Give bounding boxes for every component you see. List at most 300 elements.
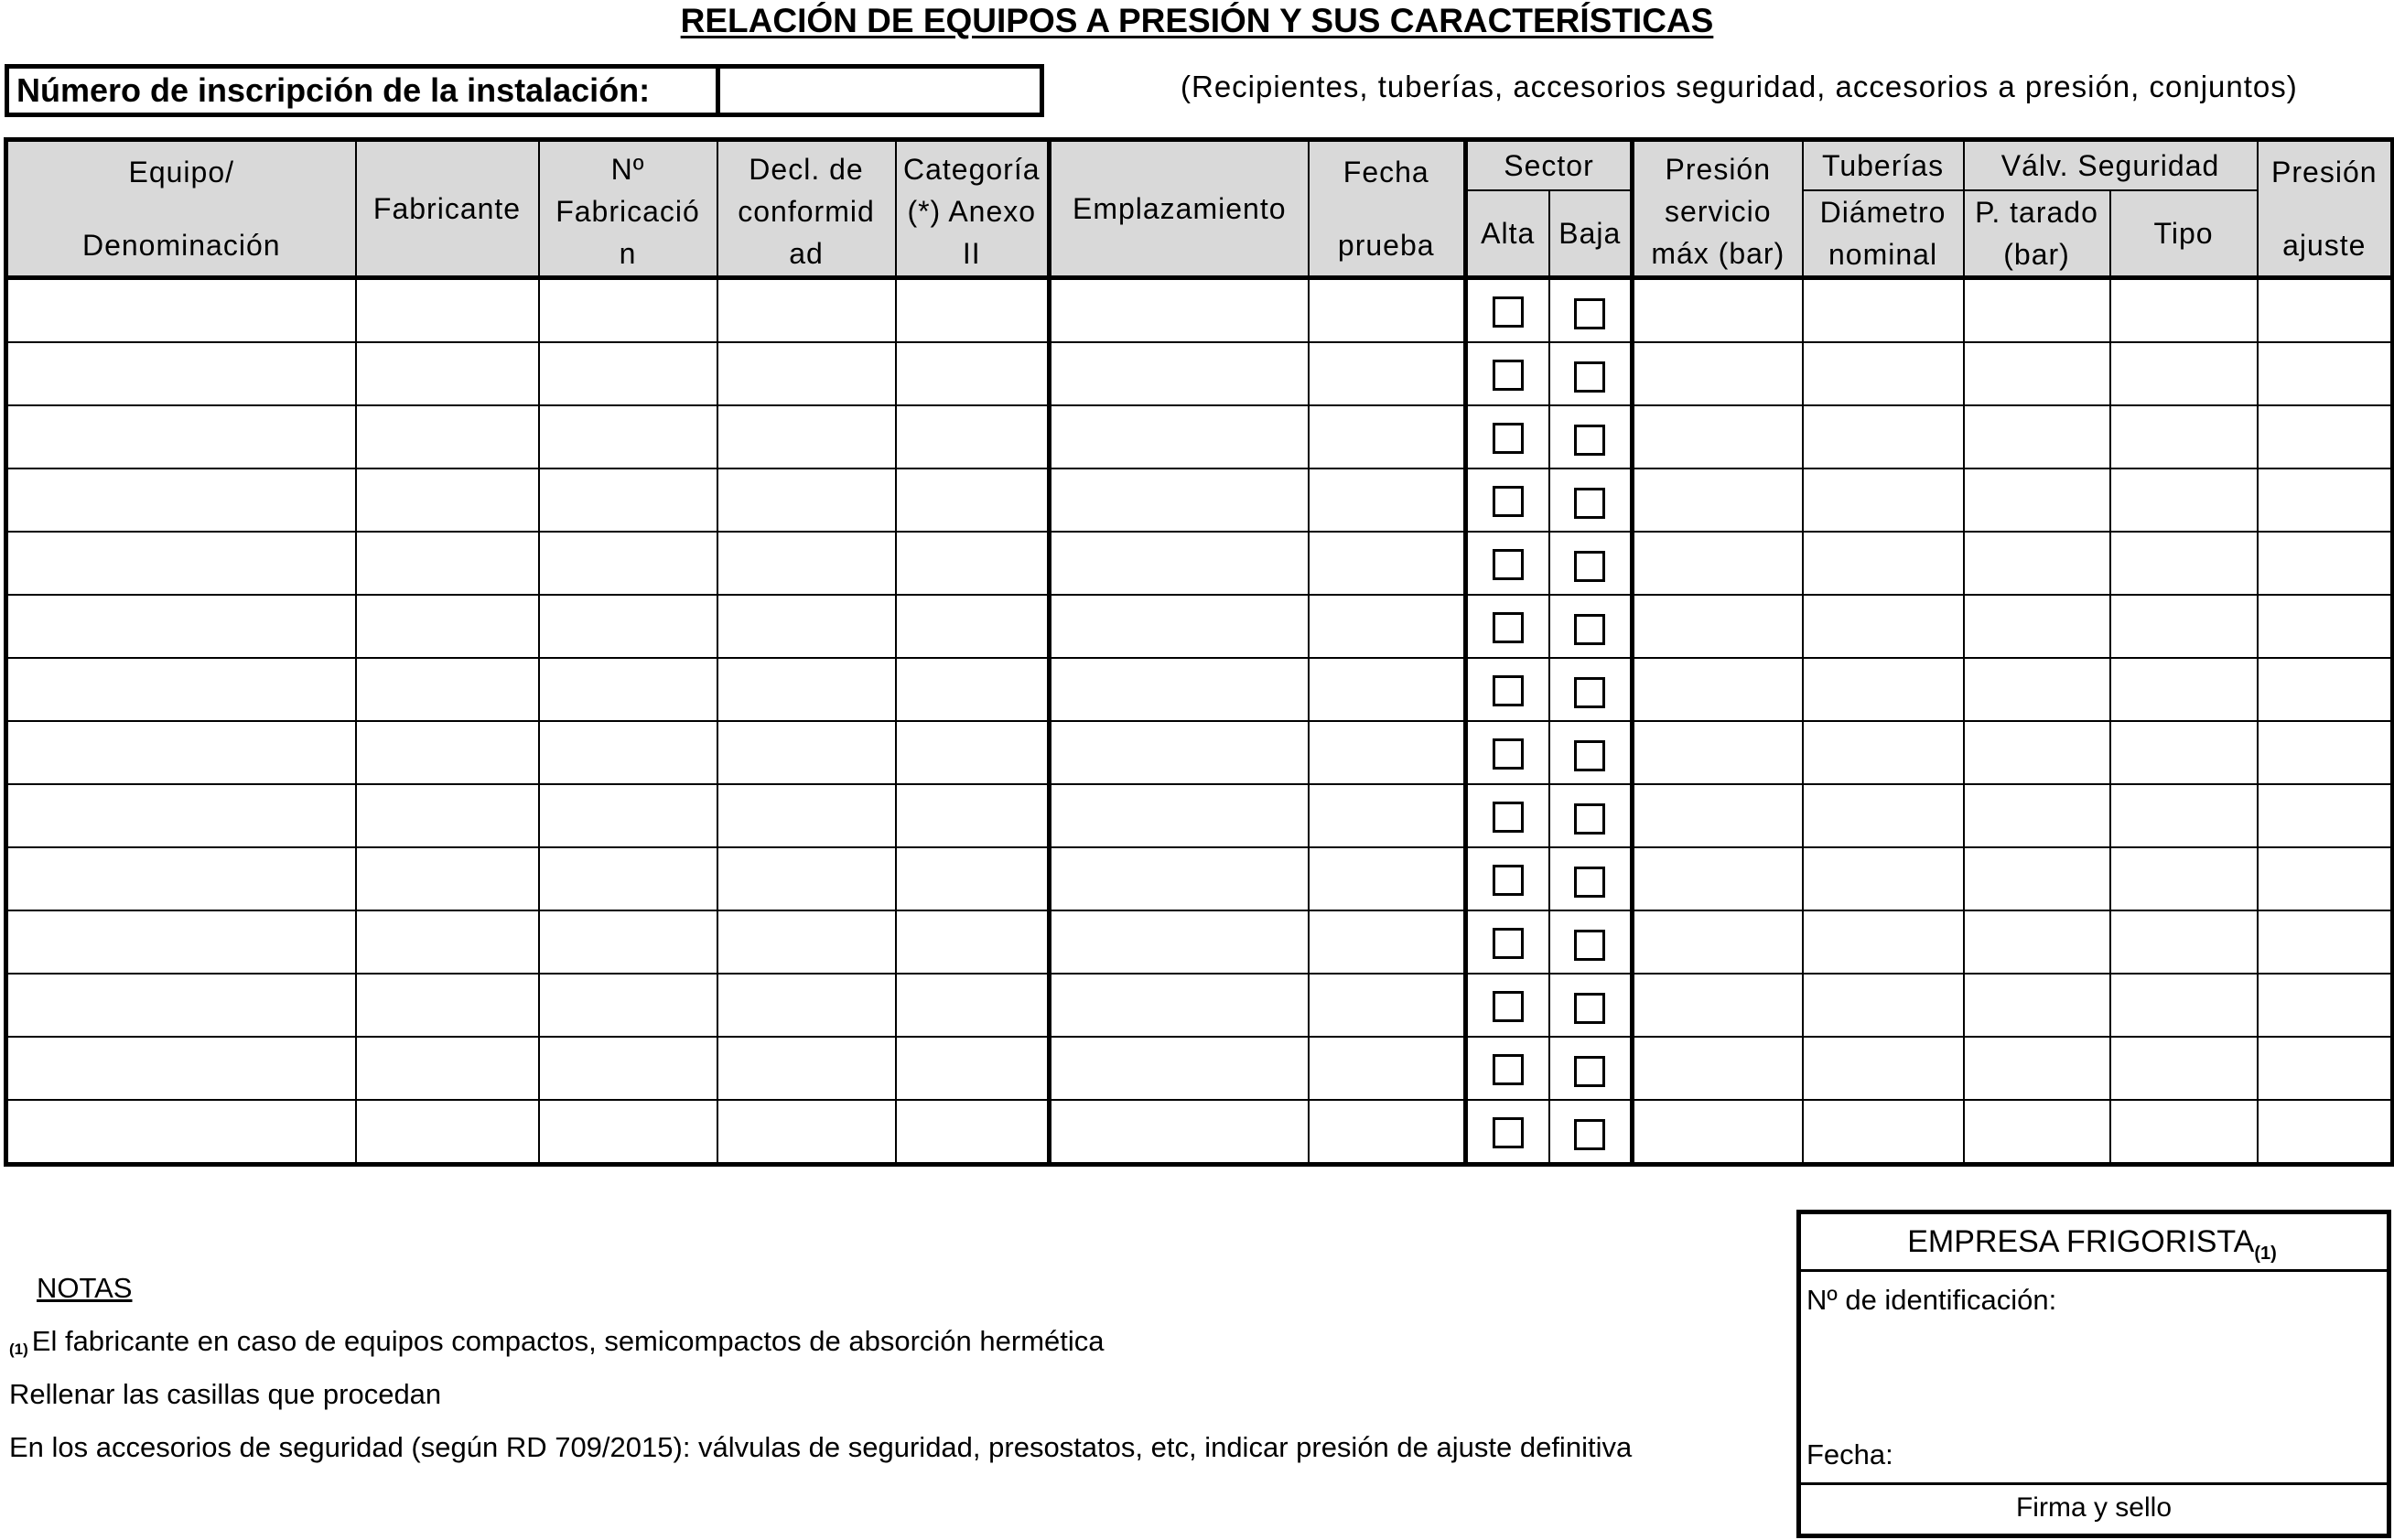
table-cell[interactable] [896,721,1050,784]
table-cell[interactable] [2258,595,2393,658]
empresa-id-label: Nº de identificación: [1806,1284,2057,1316]
header-presion-line2: servicio [1665,195,1772,228]
table-cell[interactable] [896,910,1050,974]
table-cell[interactable] [1964,721,2110,784]
table-cell[interactable] [1803,910,1964,974]
table-row [6,721,2393,784]
table-cell[interactable] [1050,847,1309,910]
table-cell[interactable] [356,342,539,405]
table-cell[interactable] [2110,1100,2258,1165]
table-cell[interactable] [2110,595,2258,658]
sector-alta-cell [1466,1037,1549,1100]
sector-baja-cell [1549,595,1633,658]
table-cell[interactable] [1964,342,2110,405]
sector-baja-checkbox[interactable] [1574,993,1605,1024]
table-row [6,405,2393,468]
table-cell[interactable] [356,1037,539,1100]
table-cell[interactable] [6,595,356,658]
table-cell[interactable] [1964,658,2110,721]
table-cell[interactable] [1803,278,1964,343]
header-presion-line3: máx (bar) [1651,237,1785,270]
table-row [6,1100,2393,1165]
table-cell[interactable] [1633,405,1803,468]
table-cell[interactable] [2258,405,2393,468]
equipment-types-subtitle: (Recipientes, tuberías, accesorios seguridad, accesorios a presión, conjuntos) [1181,70,2298,103]
table-cell[interactable] [1964,1037,2110,1100]
table-cell[interactable] [896,784,1050,847]
sector-alta-cell [1466,847,1549,910]
header-tuberias-label: Tuberías [1821,148,1945,182]
table-cell[interactable] [1803,342,1964,405]
table-cell[interactable] [1309,532,1466,595]
header-decl-conformidad [717,140,896,278]
header-sector-label: Sector [1504,148,1594,182]
table-cell[interactable] [1803,595,1964,658]
header-fabricante [356,140,539,278]
table-cell[interactable] [1964,405,2110,468]
table-row [6,974,2393,1037]
table-cell[interactable] [2110,974,2258,1037]
table-cell[interactable] [717,342,896,405]
sector-baja-checkbox[interactable] [1574,1119,1605,1150]
table-cell[interactable] [6,342,356,405]
sector-baja-checkbox[interactable] [1574,867,1605,898]
table-cell[interactable] [1633,532,1803,595]
header-n-fabricacion-line3: n [619,237,637,270]
table-cell[interactable] [1964,532,2110,595]
note-3: En los accesorios de seguridad (según RD 709/2015): válvulas de seguridad, presostatos, etc, indicar presión de ajuste definitiva [9,1431,1633,1463]
inscription-number-field[interactable] [720,69,1040,113]
sector-baja-checkbox[interactable] [1574,551,1605,582]
header-fecha-line2: prueba [1337,229,1435,262]
table-cell[interactable] [1050,468,1309,532]
table-cell[interactable] [717,721,896,784]
table-cell[interactable] [1964,1100,2110,1165]
table-cell[interactable] [1309,405,1466,468]
table-cell[interactable] [2110,910,2258,974]
table-cell[interactable] [1050,974,1309,1037]
sector-alta-checkbox[interactable] [1493,486,1524,517]
table-cell[interactable] [1964,468,2110,532]
table-cell[interactable] [1050,342,1309,405]
table-cell[interactable] [1309,595,1466,658]
table-cell[interactable] [1309,847,1466,910]
table-cell[interactable] [6,405,356,468]
table-cell[interactable] [1803,405,1964,468]
table-cell[interactable] [2258,532,2393,595]
sector-alta-checkbox[interactable] [1493,1117,1524,1148]
table-row [6,278,2393,343]
empresa-firma-label: Firma y sello [1801,1482,2387,1534]
table-cell[interactable] [896,595,1050,658]
table-cell[interactable] [896,532,1050,595]
table-cell[interactable] [539,974,717,1037]
header-n-fabricacion [539,140,717,278]
header-p-tarado [1964,190,2110,278]
header-categoria-line3: II [962,237,981,270]
header-fabricante-label: Fabricante [372,191,522,225]
table-cell[interactable] [1633,595,1803,658]
inscription-number-label: Número de inscripción de la instalación: [16,71,651,109]
header-fecha-line1: Fecha [1343,156,1429,188]
header-diametro [1803,190,1964,278]
table-cell[interactable] [896,1037,1050,1100]
table-cell[interactable] [2110,532,2258,595]
equipment-table [4,137,2394,1167]
header-pajuste-line1: Presión [2271,156,2378,188]
table-cell[interactable] [2258,721,2393,784]
header-emplazamiento [1050,140,1309,278]
table-cell[interactable] [356,784,539,847]
table-cell[interactable] [539,405,717,468]
table-cell[interactable] [1050,784,1309,847]
table-cell[interactable] [2258,658,2393,721]
table-cell[interactable] [6,1037,356,1100]
page-title [0,2,2394,40]
header-pajuste-line2: ajuste [2282,229,2367,262]
sector-alta-checkbox[interactable] [1493,738,1524,770]
table-cell[interactable] [6,658,356,721]
sector-baja-checkbox[interactable] [1574,677,1605,708]
table-cell[interactable] [717,278,896,343]
table-cell[interactable] [539,784,717,847]
table-cell[interactable] [356,847,539,910]
header-ptarado-line2: (bar) [2003,238,2070,271]
empresa-title [1801,1214,2387,1272]
table-cell[interactable] [6,910,356,974]
table-row [6,468,2393,532]
header-alta [1466,190,1549,278]
sector-alta-checkbox[interactable] [1493,865,1524,896]
header-tipo-label: Tipo [2153,216,2214,250]
table-cell[interactable] [1050,910,1309,974]
table-cell[interactable] [2110,342,2258,405]
header-decl-line2: conformid [738,195,875,228]
sector-alta-cell [1466,910,1549,974]
table-cell[interactable] [1309,1100,1466,1165]
table-cell[interactable] [1309,784,1466,847]
table-row [6,1037,2393,1100]
table-cell[interactable] [539,532,717,595]
table-cell[interactable] [539,1100,717,1165]
table-cell[interactable] [2258,468,2393,532]
sector-baja-checkbox[interactable] [1574,488,1605,519]
header-fecha-prueba [1309,140,1466,278]
table-cell[interactable] [1309,278,1466,343]
sector-alta-checkbox[interactable] [1493,991,1524,1022]
table-row [6,910,2393,974]
header-baja [1549,190,1633,278]
table-cell[interactable] [717,658,896,721]
page-title-text: RELACIÓN DE EQUIPOS A PRESIÓN Y SUS CARACTERÍSTICAS [680,2,1714,39]
table-cell[interactable] [6,847,356,910]
sector-alta-checkbox[interactable] [1493,802,1524,833]
sector-alta-cell [1466,721,1549,784]
sector-alta-cell [1466,1100,1549,1165]
table-cell[interactable] [2258,1037,2393,1100]
header-baja-label: Baja [1558,216,1622,250]
table-cell[interactable] [1964,595,2110,658]
table-cell[interactable] [896,658,1050,721]
table-cell[interactable] [1309,974,1466,1037]
empresa-title-text: EMPRESA FRIGORISTA [1907,1224,2255,1259]
table-cell[interactable] [896,278,1050,343]
table-cell[interactable] [1050,1100,1309,1165]
empresa-frigorista-box [1796,1210,2391,1538]
table-cell[interactable] [1633,847,1803,910]
table-cell[interactable] [896,847,1050,910]
table-cell[interactable] [1803,1100,1964,1165]
table-cell[interactable] [6,532,356,595]
sector-alta-cell [1466,342,1549,405]
table-cell[interactable] [1803,974,1964,1037]
notes-title: NOTAS [37,1272,133,1304]
table-cell[interactable] [1633,342,1803,405]
sector-alta-cell [1466,468,1549,532]
table-cell[interactable] [2110,658,2258,721]
table-cell[interactable] [2258,1100,2393,1165]
header-presion-servicio [1633,140,1803,278]
header-categoria [896,140,1050,278]
header-diametro-line1: Diámetro [1819,196,1946,229]
sector-alta-checkbox[interactable] [1493,612,1524,643]
table-cell[interactable] [6,974,356,1037]
table-cell[interactable] [2258,847,2393,910]
table-cell[interactable] [539,1037,717,1100]
table-cell[interactable] [1803,468,1964,532]
table-cell[interactable] [717,784,896,847]
table-cell[interactable] [1803,784,1964,847]
sector-baja-cell [1549,1037,1633,1100]
table-cell[interactable] [2110,1037,2258,1100]
table-cell[interactable] [539,721,717,784]
table-cell[interactable] [539,595,717,658]
table-cell[interactable] [356,595,539,658]
sector-baja-cell [1549,658,1633,721]
table-cell[interactable] [717,595,896,658]
sector-alta-checkbox[interactable] [1493,423,1524,454]
table-cell[interactable] [539,910,717,974]
table-cell[interactable] [1964,910,2110,974]
table-cell[interactable] [356,721,539,784]
sector-alta-checkbox[interactable] [1493,675,1524,706]
sector-alta-cell [1466,532,1549,595]
table-row [6,847,2393,910]
empresa-fecha-label: Fecha: [1806,1438,1893,1470]
sector-alta-cell [1466,278,1549,343]
sector-baja-cell [1549,974,1633,1037]
sector-alta-checkbox[interactable] [1493,549,1524,580]
table-cell[interactable] [1964,784,2110,847]
table-cell[interactable] [2258,784,2393,847]
table-cell[interactable] [356,278,539,343]
header-valv-seguridad [1964,140,2258,191]
table-cell[interactable] [1633,468,1803,532]
table-cell[interactable] [356,468,539,532]
sector-baja-checkbox[interactable] [1574,425,1605,456]
table-cell[interactable] [6,721,356,784]
table-cell[interactable] [896,1100,1050,1165]
table-cell[interactable] [1964,278,2110,343]
table-cell[interactable] [1050,721,1309,784]
table-cell[interactable] [1964,847,2110,910]
note-1-text: El fabricante en caso de equipos compactos, semicompactos de absorción hermética [31,1325,1105,1357]
table-cell[interactable] [539,468,717,532]
table-cell[interactable] [1633,974,1803,1037]
table-cell[interactable] [1309,910,1466,974]
sector-baja-checkbox[interactable] [1574,614,1605,645]
note-2: Rellenar las casillas que procedan [9,1378,442,1410]
header-categoria-line2: (*) Anexo [907,195,1037,228]
table-cell[interactable] [1633,910,1803,974]
header-emplazamiento-label: Emplazamiento [1072,191,1287,225]
table-cell[interactable] [1050,278,1309,343]
sector-baja-cell [1549,784,1633,847]
table-cell[interactable] [896,468,1050,532]
table-cell[interactable] [6,278,356,343]
table-cell[interactable] [717,468,896,532]
table-cell[interactable] [1964,974,2110,1037]
table-cell[interactable] [1803,532,1964,595]
table-cell[interactable] [896,974,1050,1037]
table-row [6,658,2393,721]
table-cell[interactable] [2110,468,2258,532]
header-presion-ajuste [2258,140,2393,278]
table-cell[interactable] [356,1100,539,1165]
sector-baja-cell [1549,468,1633,532]
table-cell[interactable] [1309,342,1466,405]
sector-baja-checkbox[interactable] [1574,930,1605,961]
table-cell[interactable] [717,405,896,468]
sector-alta-checkbox[interactable] [1493,360,1524,391]
table-cell[interactable] [1309,468,1466,532]
table-cell[interactable] [717,847,896,910]
sector-alta-cell [1466,658,1549,721]
table-cell[interactable] [2258,910,2393,974]
table-cell[interactable] [2258,278,2393,343]
table-row [6,532,2393,595]
table-cell[interactable] [2110,278,2258,343]
table-row [6,342,2393,405]
table-cell[interactable] [1050,595,1309,658]
table-row [6,784,2393,847]
table-cell[interactable] [1803,1037,1964,1100]
sector-baja-checkbox[interactable] [1574,740,1605,771]
sector-alta-cell [1466,595,1549,658]
table-cell[interactable] [1803,721,1964,784]
header-sector [1466,140,1633,191]
note-1 [9,1325,1105,1359]
sector-baja-cell [1549,342,1633,405]
header-tipo [2110,190,2258,278]
table-cell[interactable] [2110,784,2258,847]
sector-alta-cell [1466,974,1549,1037]
table-cell[interactable] [1309,658,1466,721]
table-cell[interactable] [717,974,896,1037]
table-cell[interactable] [1309,1037,1466,1100]
note-1-marker: (1) [9,1341,28,1358]
table-cell[interactable] [356,658,539,721]
empresa-id-field[interactable] [1801,1324,2387,1425]
table-cell[interactable] [1633,721,1803,784]
table-cell[interactable] [356,405,539,468]
sector-baja-cell [1549,721,1633,784]
header-diametro-line2: nominal [1828,238,1938,271]
header-decl-line1: Decl. de [749,153,864,186]
table-cell[interactable] [717,1037,896,1100]
sector-baja-cell [1549,1100,1633,1165]
table-cell[interactable] [2258,342,2393,405]
table-cell[interactable] [1050,532,1309,595]
sector-baja-cell [1549,847,1633,910]
header-n-fabricacion-line2: Fabricació [555,195,700,228]
table-cell[interactable] [896,342,1050,405]
table-cell[interactable] [539,278,717,343]
sector-baja-checkbox[interactable] [1574,803,1605,835]
sector-baja-checkbox[interactable] [1574,1056,1605,1087]
table-cell[interactable] [356,532,539,595]
table-cell[interactable] [6,784,356,847]
table-cell[interactable] [6,1100,356,1165]
table-cell[interactable] [1803,847,1964,910]
table-cell[interactable] [896,405,1050,468]
sector-alta-cell [1466,405,1549,468]
sector-alta-checkbox[interactable] [1493,1054,1524,1085]
table-cell[interactable] [6,468,356,532]
header-valv-label: Válv. Seguridad [2000,148,2220,182]
table-cell[interactable] [1633,784,1803,847]
header-equipo-line2: Denominación [81,229,281,262]
table-cell[interactable] [1309,721,1466,784]
table-cell[interactable] [1803,658,1964,721]
table-cell[interactable] [2258,974,2393,1037]
table-cell[interactable] [356,910,539,974]
sector-alta-checkbox[interactable] [1493,928,1524,959]
table-cell[interactable] [717,1100,896,1165]
table-cell[interactable] [539,847,717,910]
sector-baja-cell [1549,278,1633,343]
header-tuberias [1803,140,1964,191]
header-decl-line3: ad [789,237,824,270]
table-cell[interactable] [1633,278,1803,343]
table-cell[interactable] [1050,658,1309,721]
table-cell[interactable] [1633,658,1803,721]
table-cell[interactable] [1633,1100,1803,1165]
sector-alta-cell [1466,784,1549,847]
table-cell[interactable] [539,658,717,721]
table-cell[interactable] [2110,721,2258,784]
table-row [6,595,2393,658]
header-equipo [6,140,356,278]
table-cell[interactable] [717,532,896,595]
table-cell[interactable] [717,910,896,974]
table-cell[interactable] [2110,405,2258,468]
empresa-title-marker: (1) [2254,1244,2277,1264]
header-alta-label: Alta [1481,216,1536,250]
table-cell[interactable] [2110,847,2258,910]
sector-baja-checkbox[interactable] [1574,298,1605,329]
header-presion-line1: Presión [1665,153,1772,186]
table-cell[interactable] [1633,1037,1803,1100]
sector-baja-cell [1549,405,1633,468]
table-cell[interactable] [1050,405,1309,468]
sector-alta-checkbox[interactable] [1493,296,1524,328]
table-cell[interactable] [1050,1037,1309,1100]
sector-baja-checkbox[interactable] [1574,361,1605,393]
table-cell[interactable] [356,974,539,1037]
table-cell[interactable] [539,342,717,405]
sector-baja-cell [1549,910,1633,974]
